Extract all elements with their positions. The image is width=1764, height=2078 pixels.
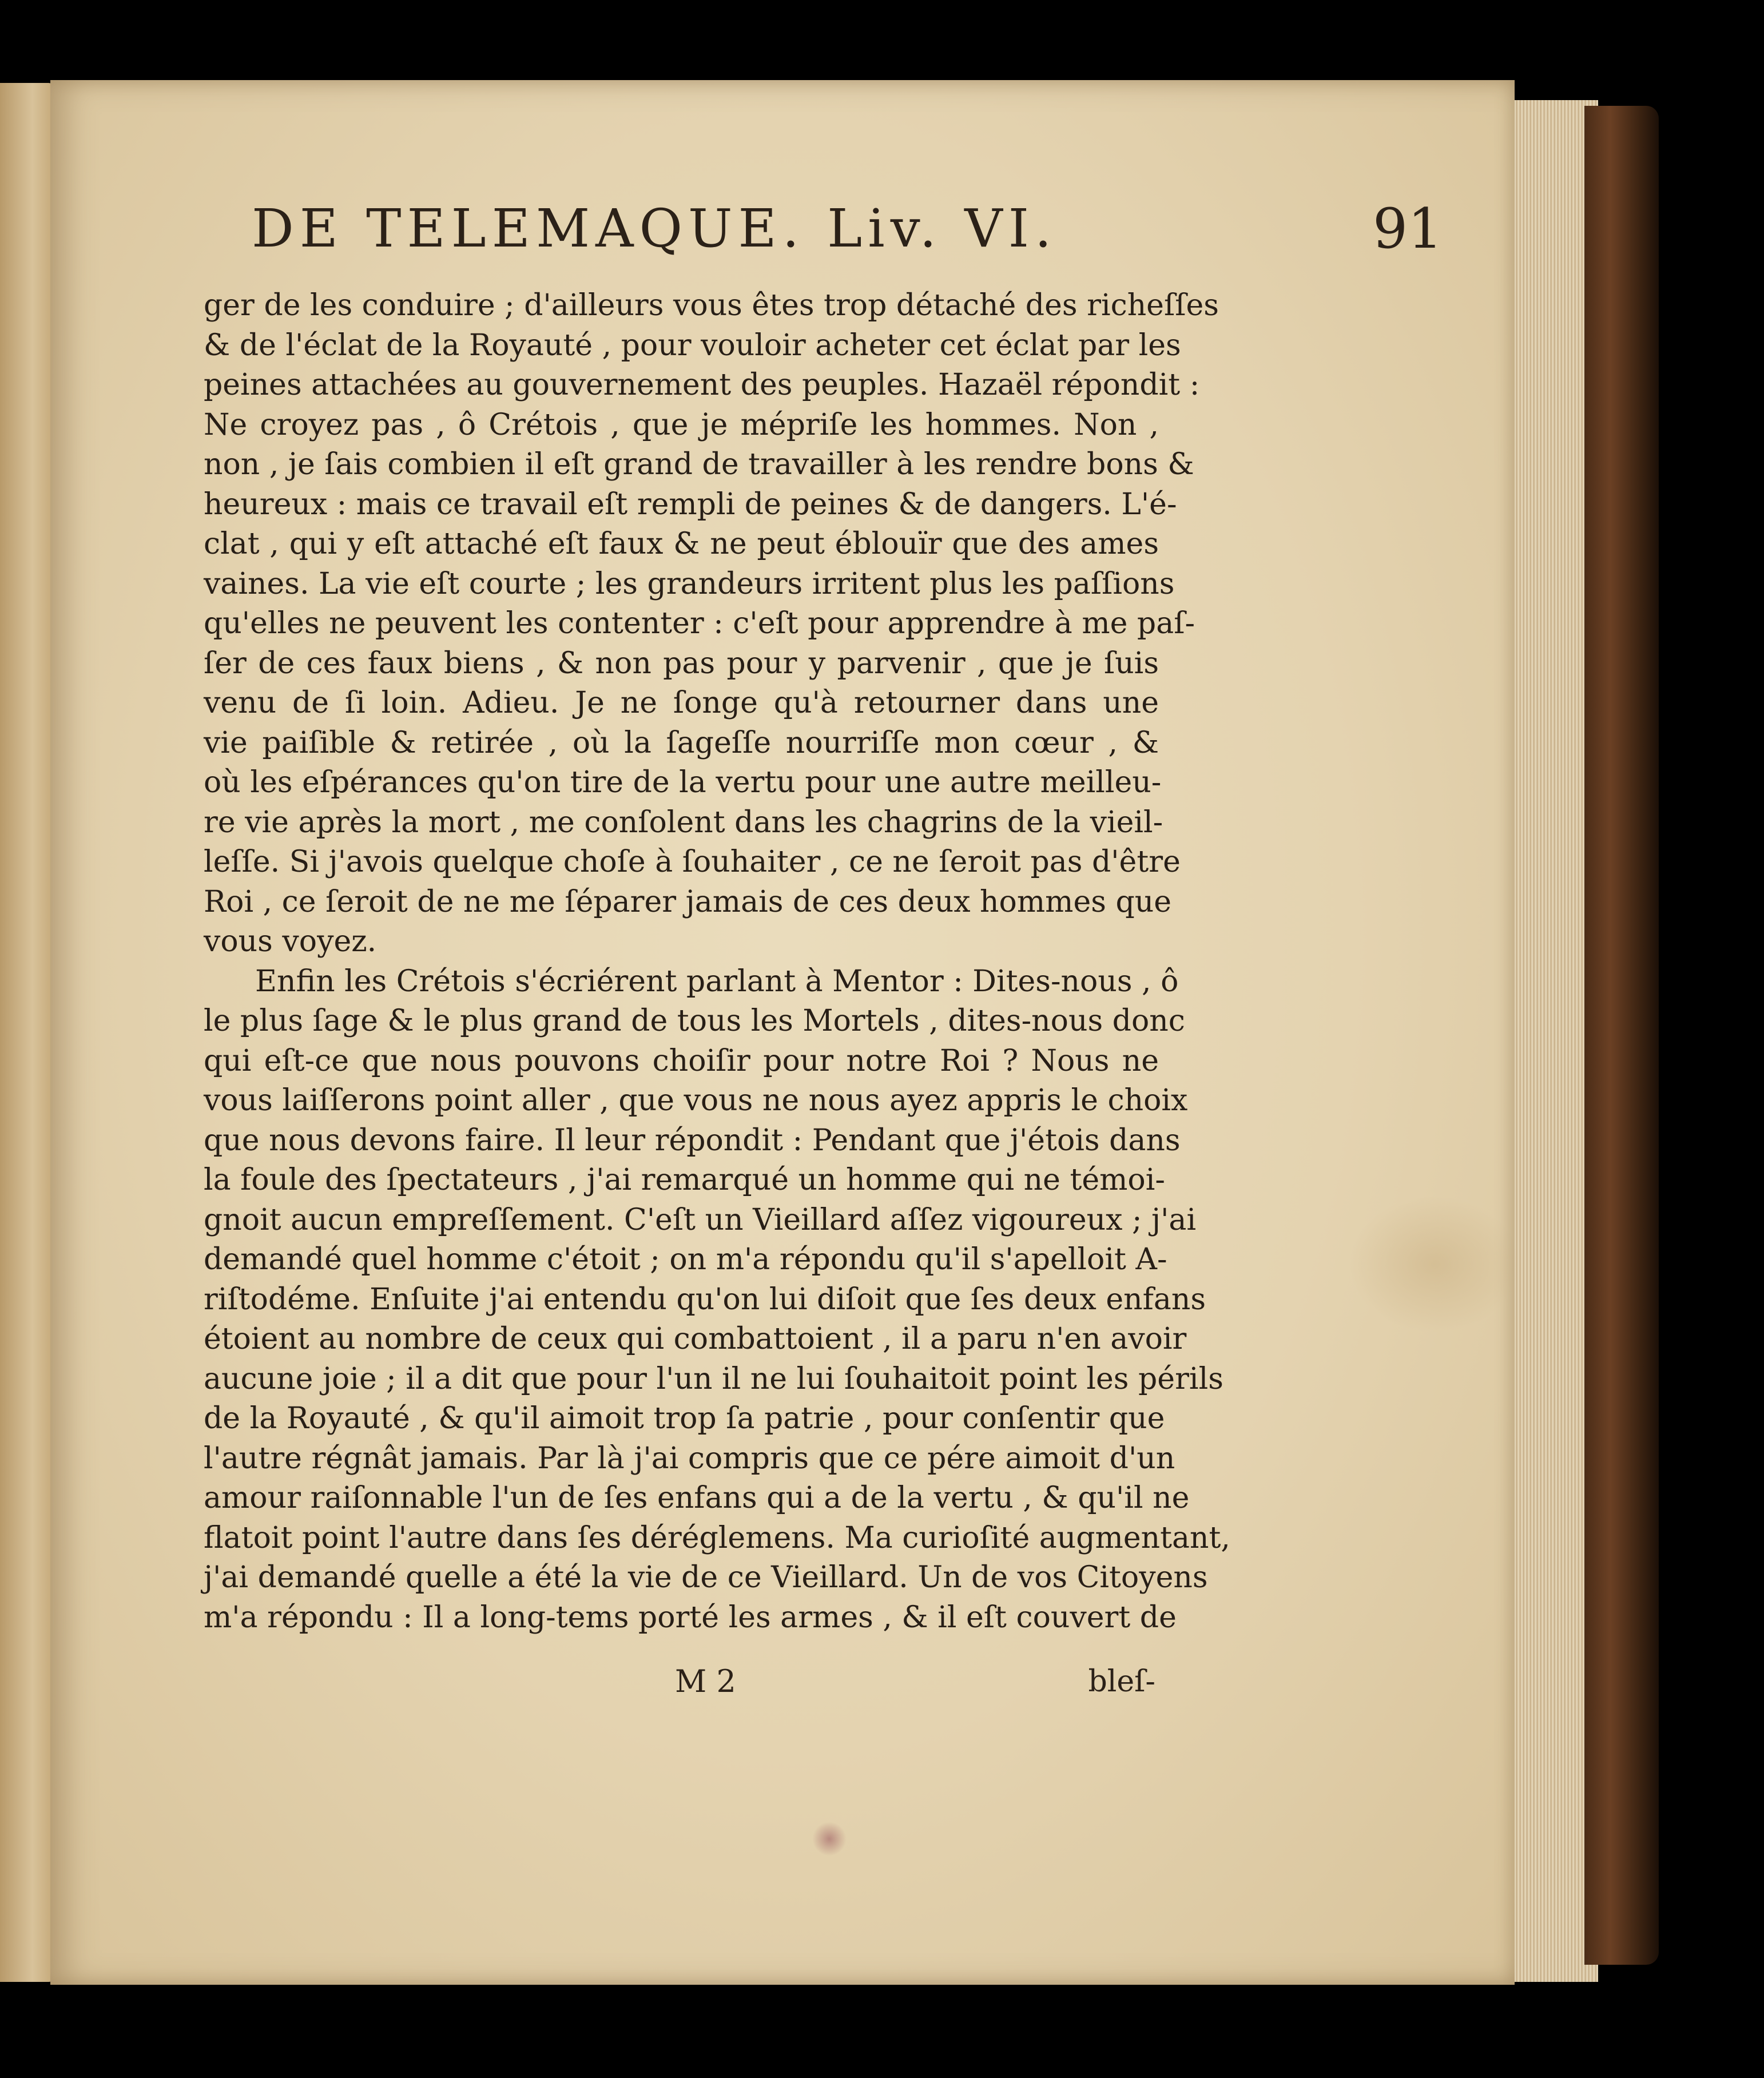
text-line: j'ai demandé quelle a été la vie de ce Vieillard. Un de vos Citoyens — [204, 1560, 1208, 1595]
text-line: riſtodéme. Enſuite j'ai entendu qu'on lui diſoit que ſes deux enfans — [204, 1282, 1206, 1317]
text-line: que nous devons faire. Il leur répondit : Pendant que j'étois dans — [204, 1123, 1181, 1158]
running-head — [252, 189, 1443, 269]
text-line: gnoit aucun empreſſement. C'eſt un Vieillard aſſez vigoureux ; j'ai — [204, 1202, 1197, 1237]
signature-mark: M 2 — [675, 1663, 736, 1699]
text-line: Ne croyez pas , ô Crétois , que je mépriſe les hommes. Non , — [204, 407, 1159, 442]
text-line: peines attachées au gouvernement des peuples. Hazaël répondit : — [204, 368, 1200, 402]
catchword: bleſ- — [1088, 1664, 1155, 1699]
text-line: & de l'éclat de la Royauté , pour vouloir acheter cet éclat par les — [204, 328, 1181, 363]
left-page-edge — [0, 83, 54, 1982]
text-line: demandé quel homme c'étoit ; on m'a répondu qu'il s'apelloit A- — [204, 1242, 1167, 1277]
text-line: leſſe. Si j'avois quelque choſe à ſouhaiter , ce ne ſeroit pas d'être — [204, 845, 1181, 879]
leather-cover — [1584, 106, 1659, 1965]
text-body — [204, 286, 1230, 1670]
text-line: l'autre régnât jamais. Par là j'ai compris que ce pére aimoit d'un — [204, 1441, 1175, 1476]
text-line: la foule des ſpectateurs , j'ai remarqué un homme qui ne témoi- — [204, 1163, 1165, 1197]
text-line: qu'elles ne peuvent les contenter : c'eſt pour apprendre à me paſ- — [204, 606, 1195, 641]
text-line: aucune joie ; il a dit que pour l'un il ne lui ſouhaitoit point les périls — [204, 1361, 1223, 1396]
running-head-title: DE TELEMAQUE. Liv. VI. — [252, 198, 1058, 259]
text-line: amour raiſonnable l'un de ſes enfans qui a de la vertu , & qu'il ne — [204, 1481, 1190, 1515]
text-line: où les eſpérances qu'on tire de la vertu pour une autre meilleu- — [204, 765, 1162, 800]
page-number: 91 — [1373, 197, 1443, 261]
text-line: de la Royauté , & qu'il aimoit trop ſa patrie , pour conſentir que — [204, 1401, 1165, 1436]
text-line: m'a répondu : Il a long-tems porté les armes , & il eſt couvert de — [204, 1600, 1177, 1635]
text-line: venu de ſi loin. Adieu. Je ne ſonge qu'à retourner dans une — [204, 686, 1159, 720]
text-line: Enfin les Crétois s'écriérent parlant à Mentor : Dites-nous , ô — [255, 964, 1179, 999]
text-line: non , je ſais combien il eſt grand de travailler à les rendre bons & — [204, 447, 1194, 482]
text-line: flatoit point l'autre dans ſes déréglemens. Ma curioſité augmentant, — [204, 1520, 1230, 1555]
ink-stamp-mark — [812, 1822, 847, 1856]
text-line: heureux : mais ce travail eſt rempli de peines & de dangers. L'é- — [204, 487, 1177, 522]
foxing-stain — [1349, 1195, 1520, 1333]
text-line: Roi , ce ſeroit de ne me ſéparer jamais de ces deux hommes que — [204, 884, 1172, 919]
text-line: étoient au nombre de ceux qui combattoient , il a paru n'en avoir — [204, 1322, 1187, 1356]
text-line: re vie après la mort , me conſolent dans les chagrins de la vieil- — [204, 805, 1163, 840]
text-line: ſer de ces faux biens , & non pas pour y parvenir , que je ſuis — [204, 646, 1159, 681]
text-line: vous laiſſerons point aller , que vous ne nous ayez appris le choix — [204, 1083, 1188, 1118]
text-line: clat , qui y eſt attaché eſt faux & ne peut éblouïr que des ames — [204, 527, 1159, 561]
text-line: ger de les conduire ; d'ailleurs vous êtes trop détaché des richeſſes — [204, 288, 1219, 323]
text-line: vous voyez. — [204, 924, 377, 959]
text-line: vie paiſible & retirée , où la ſageſſe nourriſſe mon cœur , & — [204, 725, 1159, 760]
text-line: le plus ſage & le plus grand de tous les Mortels , dites-nous donc — [204, 1004, 1185, 1038]
text-line: vaines. La vie eſt courte ; les grandeurs irritent plus les paſſions — [204, 566, 1175, 601]
text-line: qui eſt-ce que nous pouvons choiſir pour notre Roi ? Nous ne — [204, 1043, 1159, 1078]
